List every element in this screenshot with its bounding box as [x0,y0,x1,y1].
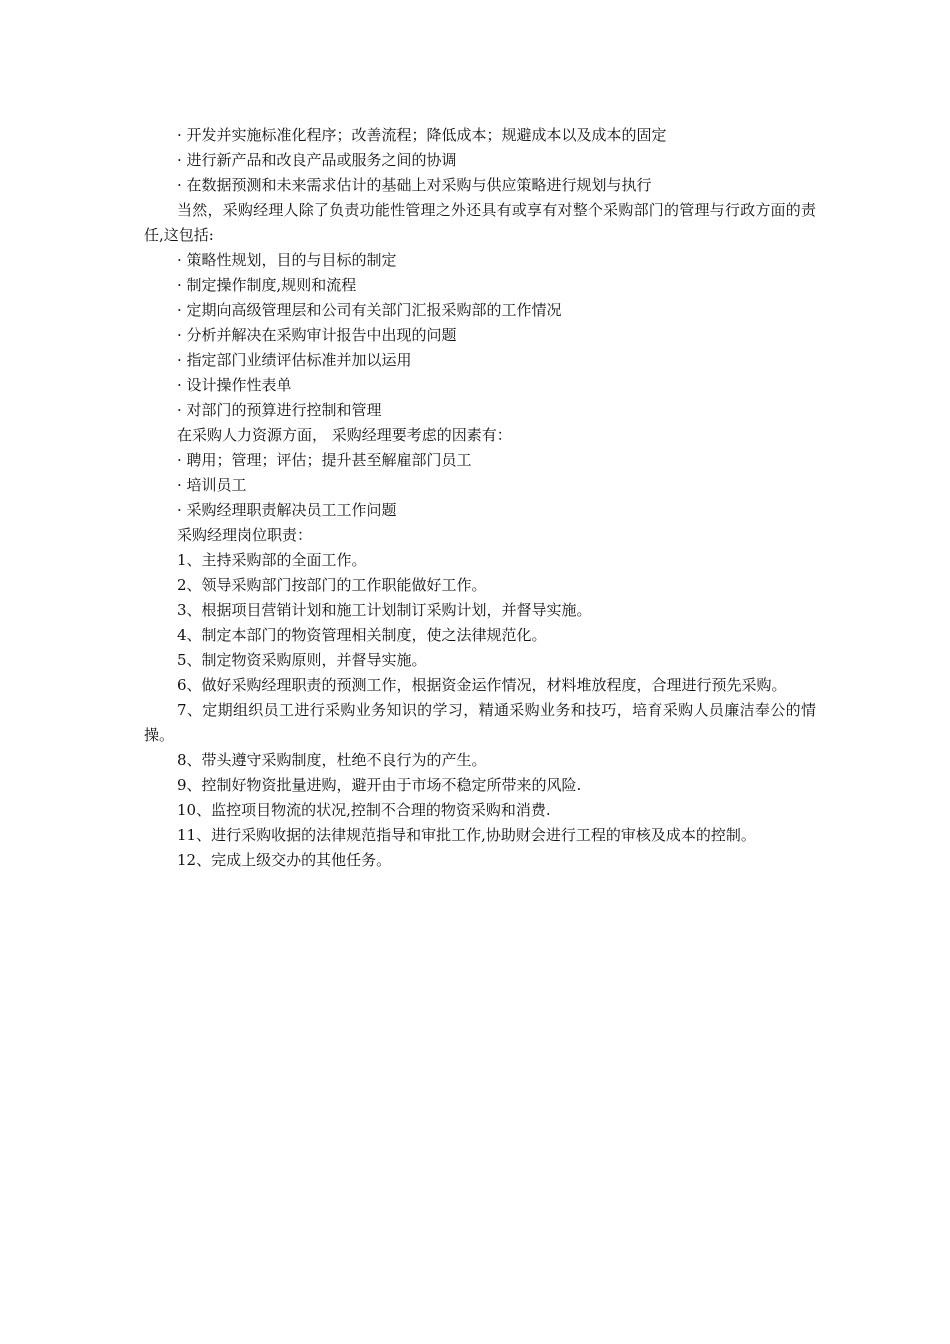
duty-item: 11、进行采购收据的法律规范指导和审批工作,协助财会进行工程的审核及成本的控制。 [177,826,756,844]
duty-item: 10、监控项目物流的状况,控制不合理的物资采购和消费. [177,801,551,819]
bullet-item: · 在数据预测和未来需求估计的基础上对采购与供应策略进行规划与执行 [177,176,652,194]
bullet-item: · 培训员工 [177,476,247,494]
section-heading: 采购经理岗位职责： [177,526,313,544]
bullet-item: · 进行新产品和改良产品或服务之间的协调 [177,151,457,169]
bullet-item: · 指定部门业绩评估标准并加以运用 [177,351,412,369]
duty-item: 3、根据项目营销计划和施工计划制订采购计划，并督导实施。 [177,601,592,619]
duty-item: 12、完成上级交办的其他任务。 [177,851,392,869]
paragraph-hr-intro: 在采购人力资源方面， 采购经理要考虑的因素有： [177,426,512,444]
duty-item: 4、制定本部门的物资管理相关制度，使之法律规范化。 [177,626,547,644]
bullet-item: · 设计操作性表单 [177,376,292,394]
duty-item: 6、做好采购经理职责的预测工作，根据资金运作情况，材料堆放程度，合理进行预先采购。 [177,676,787,694]
bullet-item: · 分析并解决在采购审计报告中出现的问题 [177,326,457,344]
duty-item: 1、主持采购部的全面工作。 [177,551,367,569]
duty-item: 7、定期组织员工进行采购业务知识的学习，精通采购业务和技巧，培育采购人员廉洁奉公的情操。 [144,701,816,744]
bullet-item: · 制定操作制度,规则和流程 [177,276,357,294]
bullet-item: · 对部门的预算进行控制和管理 [177,401,382,419]
bullet-item: · 开发并实施标准化程序；改善流程；降低成本；规避成本以及成本的固定 [177,126,667,144]
bullet-item: · 聘用；管理；评估；提升甚至解雇部门员工 [177,451,472,469]
paragraph-responsibility: 当然，采购经理人除了负责功能性管理之外还具有或享有对整个采购部门的管理与行政方面的责任,这包括: [144,201,816,244]
bullet-item: · 定期向高级管理层和公司有关部门汇报采购部的工作情况 [177,301,562,319]
duty-item: 9、控制好物资批量进购，避开由于市场不稳定所带来的风险. [177,776,582,794]
duty-item: 8、带头遵守采购制度，杜绝不良行为的产生。 [177,751,487,769]
bullet-item: · 策略性规划，目的与目标的制定 [177,251,397,269]
duty-item: 5、制定物资采购原则，并督导实施。 [177,651,427,669]
bullet-item: · 采购经理职责解决员工工作问题 [177,501,397,519]
duty-item: 2、领导采购部门按部门的工作职能做好工作。 [177,576,487,594]
document-body [144,123,816,873]
